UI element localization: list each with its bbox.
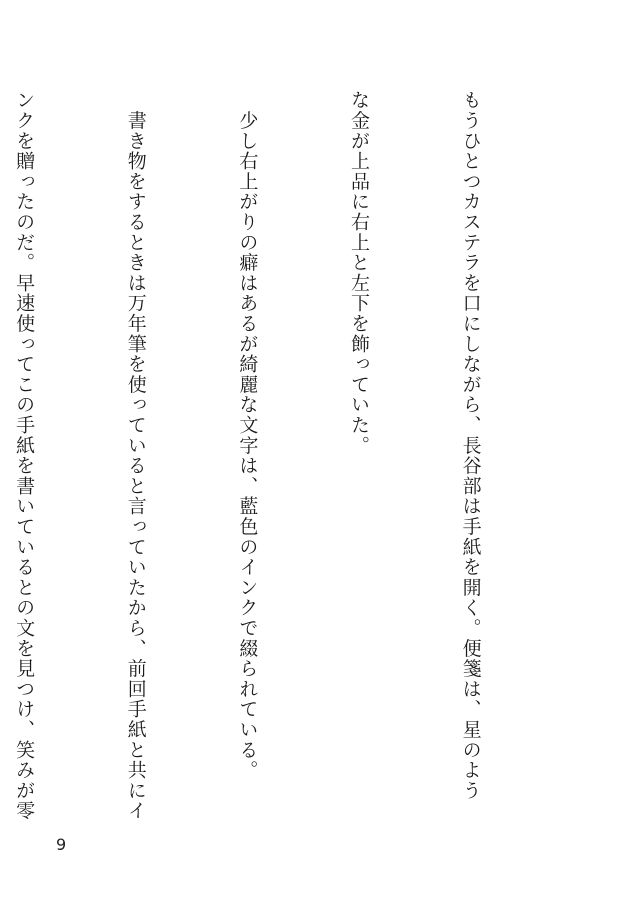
text-line: な金が上品に右上と左下を飾っていた。 [347, 90, 370, 456]
text-line: ンクを贈ったのだ。早速使ってこの手紙を書いているとの文を見つけ、笑みが零 [13, 90, 36, 821]
text-line: 少し右上がりの癖はあるが綺麗な文字は、藍色のインクで綴られている。 [236, 90, 259, 781]
text-line: もうひとつカステラを口にしながら、長谷部は手紙を開く。便箋は、星のよう [459, 90, 482, 801]
vertical-body-text [0, 90, 563, 820]
page-number: 9 [56, 835, 67, 854]
text-line: 書き物をするときは万年筆を使っていると言っていたから、前回手紙と共にイ [124, 90, 147, 821]
